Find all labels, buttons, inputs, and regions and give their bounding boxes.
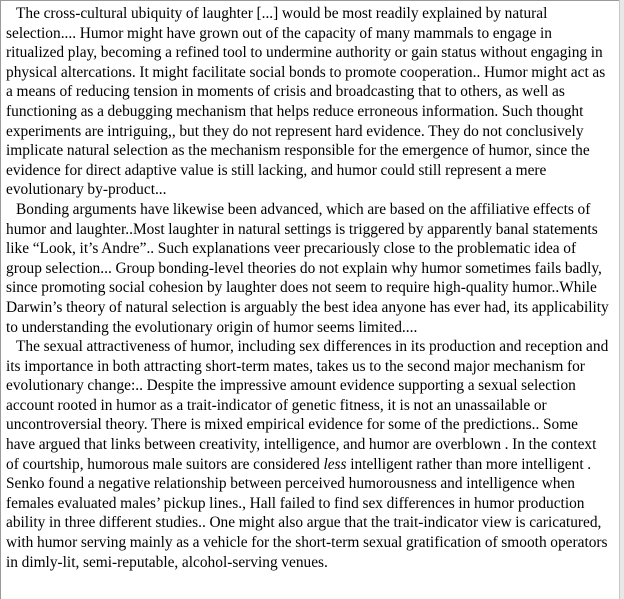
- paragraph-text: Bonding arguments have likewise been advanced, which are based on the affiliative effects of humor and laughter..Most laughter in natural settings is triggered by apparently banal statements like “Look, it’s Andre”.. Such explanations veer precariously close to the problematic idea of group selection... Group bonding-level theories do not explain why humor sometimes fails badly, since promoting social cohesion by laughter does not seem to require high-quality humor..While Darwin’s theory of natural selection is arguably the best idea anyone has ever had, its applicability to understanding the evolutionary origin of humor seems limited....: [6, 200, 609, 336]
- paragraph-sexual-selection: [6, 337, 610, 572]
- paragraph-text: intelligent rather than more intelligent . Senko found a negative relationship between perceived humorousness and intelligence when females evaluated males’ pickup lines., Hall failed to find sex differences in humor production ability in three different studies.. One might also argue that the trait-indicator view is caricatured, with humor serving mainly as a vehicle for the short-term sexual gratification of smooth operators in dimly-lit, semi-reputable, alcohol-serving venues.: [6, 455, 608, 571]
- paragraph-natural-selection: [6, 4, 610, 200]
- paragraph-bonding-arguments: [6, 200, 610, 337]
- paragraph-text: The sexual attractiveness of humor, including sex differences in its production and reception and its importance in both attracting short-term mates, takes us to the second major mechanism for evolutionary change:.. Despite the impressive amount evidence supporting a sexual selection account rooted in humor as a trait-indicator of genetic fitness, it is not an unassailable or uncontroversial theory. There is mixed empirical evidence for some of the predictions.. Some have argued that links between creativity, intelligence, and humor are overblown . In the context of courtship, humorous male suitors are considered: [6, 338, 609, 473]
- document-body: [6, 4, 610, 572]
- vertical-scrollbar[interactable]: [619, 0, 624, 599]
- paragraph-text: The cross-cultural ubiquity of laughter [...] would be most readily explained by natural selection.... Humor might have grown out of the capacity of many mammals to engage in ritualized play, becoming a refined tool to undermine authority or gain status without engaging in physical altercations. It might facilitate social bonds to promote cooperation.. Humor might act as a means of reducing tension in moments of crisis and broadcasting that to others, as well as functioning as a debugging mechanism that helps reduce erroneous information. Such thought experiments are intriguing,, but they do not represent hard evidence. They do not conclusively implicate natural selection as the mechanism responsible for the emergence of humor, since the evidence for direct adaptive value is still lacking, and humor could still represent a mere evolutionary by-product...: [6, 5, 606, 199]
- emphasis-less: less: [323, 455, 347, 473]
